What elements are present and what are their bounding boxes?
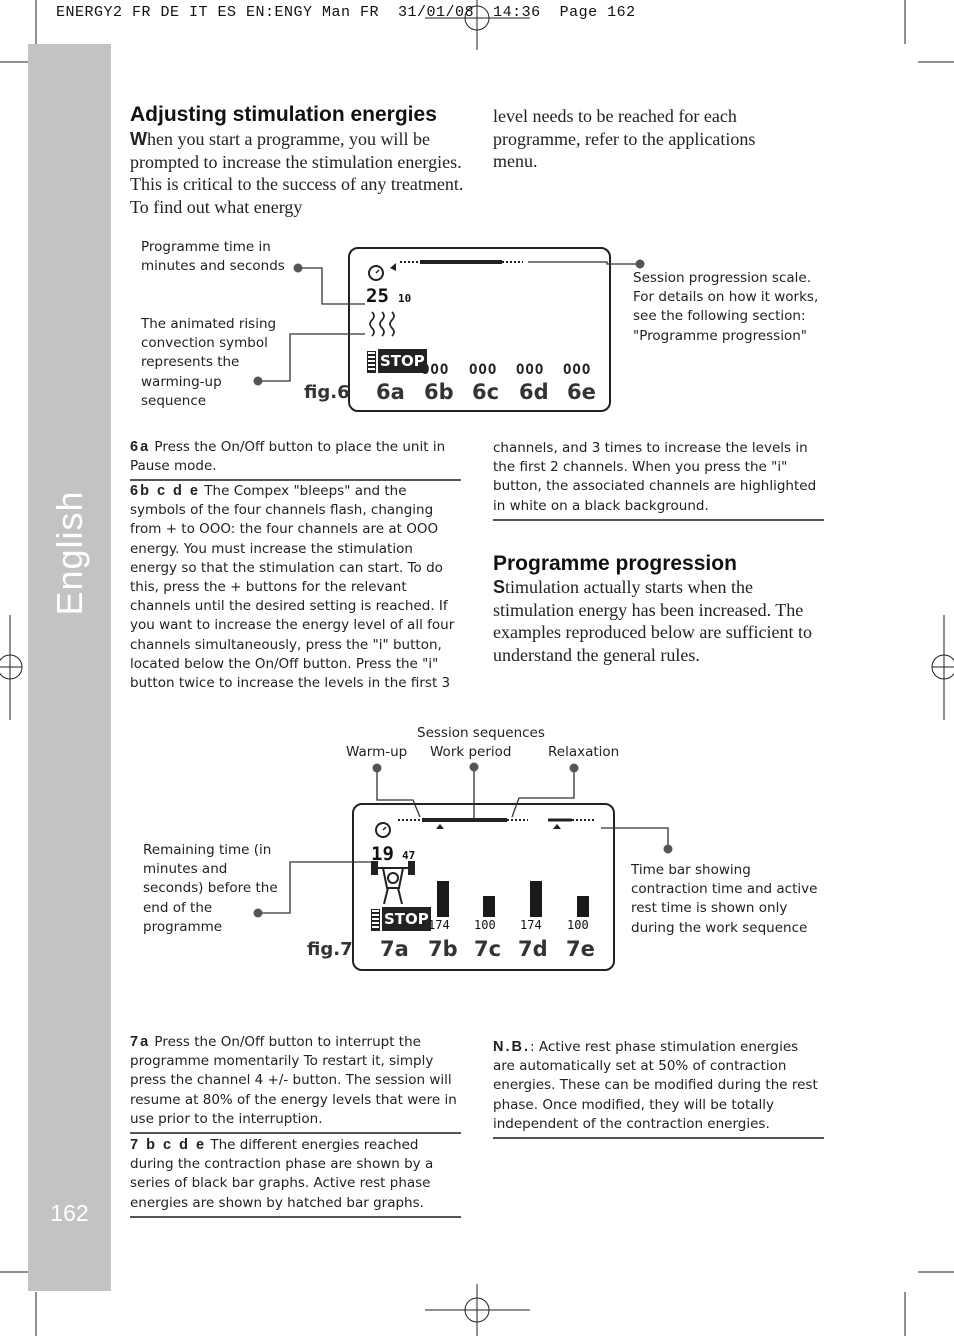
note-nb (493, 1038, 824, 1139)
channel-value: OOO (563, 362, 592, 378)
battery-icon (371, 909, 380, 931)
channel-value: OOO (469, 362, 498, 378)
level-label: 100 (567, 918, 589, 932)
stop-indicator: STOP (378, 349, 427, 373)
print-header: ENERGY2 FR DE IT ES EN:ENGY Man FR 31/01/08 14:36 Page 162 (56, 4, 636, 21)
annotation-warmup: Warm-up (346, 744, 408, 760)
channel-label: 6d (519, 380, 549, 404)
body-text: timulation actually starts when the stimulation energy has been increased. The examples reproduced below are sufficient to understand the general rules. (493, 577, 813, 665)
fig7-time-seconds: 47 (402, 849, 416, 862)
language-label: English (48, 490, 90, 616)
fig6-time-minutes: 25 (366, 285, 389, 307)
note-text: : Active rest phase stimulation energies are automatically set at 50% of contraction energies. These can be modified during the rest phase. Once modified, they will be totally independent of the contraction energies. (493, 1039, 818, 1132)
annotation-work-period: Work period (430, 744, 512, 760)
figure-label: fig.6 (304, 382, 350, 403)
note-key: 7a (130, 1034, 151, 1050)
annotation-remaining-time: Remaining time (in minutes and seconds) before the end of the programme (143, 842, 278, 935)
note-7a (130, 1033, 461, 1134)
channel-label: 7e (566, 937, 595, 961)
channel-label: 7b (428, 937, 458, 961)
annotation-session-sequences: Session sequences (417, 725, 545, 741)
note-7bcde (130, 1136, 461, 1218)
note-key: 7 b c d e (130, 1137, 207, 1153)
level-label: 174 (520, 918, 542, 932)
annotation-programme-time: Programme time in minutes and seconds (141, 239, 285, 275)
stop-indicator: STOP (382, 907, 431, 931)
channel-label: 7a (380, 937, 409, 961)
note-6bcde-continued: channels, and 3 times to increase the levels in the first 2 channels. When you press the "i" button, the associated channels are highlighted in white on a black background. (493, 439, 824, 521)
level-label: 100 (474, 918, 496, 932)
section-title: Programme progression (493, 552, 737, 575)
note-key: N.B. (493, 1039, 530, 1055)
annotation-progression-scale: Session progression scale. For details on how it works, see the following section: "Programme progression" (633, 270, 819, 344)
channel-label: 6e (567, 380, 596, 404)
channel-label: 7d (518, 937, 548, 961)
level-bar (530, 881, 542, 917)
note-key: 6a (130, 439, 151, 455)
annotation-time-bar: Time bar showing contraction time and active rest time is shown only during the work sequence (631, 862, 818, 936)
level-bars (437, 881, 589, 917)
level-bar (483, 896, 495, 917)
annotation-relaxation: Relaxation (548, 744, 620, 760)
page-number: 162 (50, 1200, 89, 1226)
note-text: Press the On/Off button to interrupt the programme momentarily To restart it, simply press the channel 4 +/- button. The session will resume at 80% of the energy levels that were in use prior to the interruption. (130, 1034, 457, 1127)
level-bar (577, 896, 589, 917)
weightlifter-icon (372, 862, 414, 904)
channel-value: OOO (421, 362, 450, 378)
note-text: The Compex "bleeps" and the symbols of the four channels flash, changing from + to OOO: the four channels are at OOO energy. You must increase the stimulation energy so that the stimulation can start. To do this, press the + buttons for the relevant channels until the desired setting is reached. If you want to increase the energy level of all four channels simultaneously, press the "i" button, located below the On/Off button. Press the "i" button twice to increase the levels in the first 3 (130, 483, 455, 692)
channel-label: 6b (424, 380, 454, 404)
channel-label: 6a (376, 380, 405, 404)
channel-label: 7c (474, 937, 502, 961)
note-key: 6b c d e (130, 483, 200, 499)
section-title: Adjusting stimulation energies (130, 103, 437, 126)
section-body-col2: level needs to be reached for each programme, refer to the applications menu. (493, 106, 756, 171)
fig7-time-minutes: 19 (371, 843, 394, 865)
note-text: The different energies reached during the contraction phase are shown by a series of black bar graphs. Active rest phase energies are shown by hatched bar graphs. (130, 1137, 434, 1211)
figure-label: fig.7 (307, 939, 353, 960)
drop-letter: S (493, 577, 506, 597)
drop-letter: W (130, 129, 147, 149)
level-bar (437, 881, 449, 917)
fig6-time-seconds: 10 (398, 292, 412, 305)
level-label: 174 (428, 918, 450, 932)
note-text: Press the On/Off button to place the unit in Pause mode. (130, 439, 446, 475)
channel-label: 6c (472, 380, 500, 404)
body-text: hen you start a programme, you will be prompted to increase the stimulation energies. This is critical to the success of any treatment. To find out what energy (130, 129, 464, 217)
annotation-convection: The animated rising convection symbol represents the warming-up sequence (141, 316, 277, 409)
channel-value: OOO (516, 362, 545, 378)
